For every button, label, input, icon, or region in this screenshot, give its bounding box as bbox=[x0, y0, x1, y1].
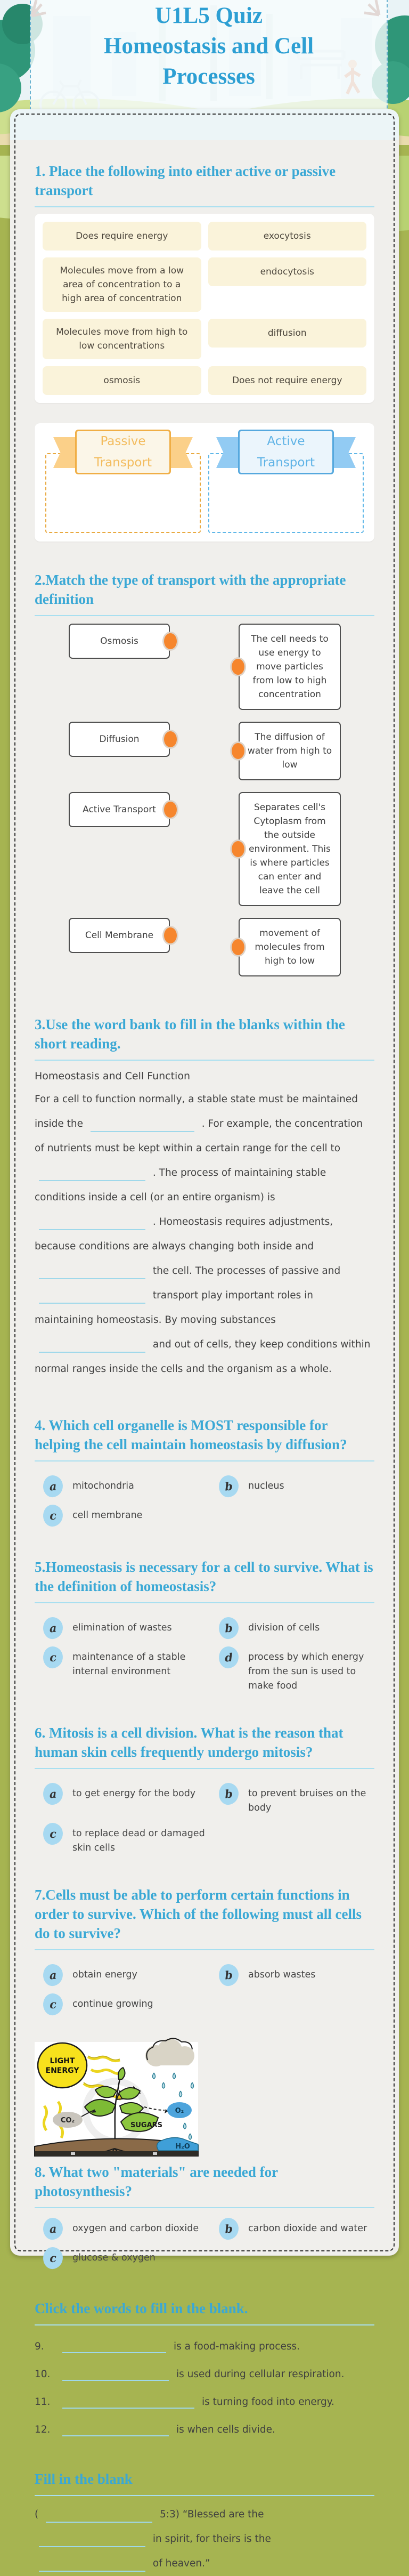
blank-field[interactable] bbox=[39, 1214, 145, 1230]
click-words-row bbox=[35, 2420, 374, 2436]
choice-option-c[interactable] bbox=[43, 2247, 219, 2269]
item-number: 11. bbox=[35, 2396, 51, 2408]
paragraph-text: and out of cells, they keep conditions within normal ranges inside the cells and the organism as a whole. bbox=[35, 1339, 371, 1375]
choice-letter-bubble[interactable]: c bbox=[43, 1822, 64, 1845]
word-bank-card[interactable]: Does require energy bbox=[43, 222, 201, 251]
q5-options bbox=[35, 1617, 374, 1693]
choice-option-c[interactable] bbox=[43, 1823, 219, 1855]
drop-zone-passive-transport[interactable] bbox=[45, 434, 201, 533]
blank-field[interactable] bbox=[39, 1263, 145, 1279]
match-term-card: Active Transport bbox=[69, 792, 170, 827]
item-text: is when cells divide. bbox=[176, 2424, 275, 2435]
choice-letter-bubble[interactable]: a bbox=[43, 1617, 64, 1640]
choice-letter-bubble[interactable]: c bbox=[43, 2247, 64, 2270]
blank-field[interactable] bbox=[91, 1116, 194, 1132]
worksheet-panel bbox=[10, 109, 399, 2569]
q8-options bbox=[35, 2218, 374, 2269]
choice-label: to get energy for the body bbox=[72, 1788, 196, 1799]
choice-letter-bubble[interactable]: c bbox=[43, 1646, 64, 1669]
click-words-row bbox=[35, 2337, 374, 2353]
connector-dot[interactable] bbox=[162, 926, 178, 945]
match-term-card: Diffusion bbox=[69, 722, 170, 757]
word-bank-card[interactable]: Molecules move from a low area of concentration to a high area of concentration bbox=[43, 257, 201, 312]
choice-option-b[interactable] bbox=[219, 1617, 374, 1639]
connector-dot[interactable] bbox=[162, 730, 178, 749]
blank-field[interactable] bbox=[39, 1288, 145, 1304]
click-words-header bbox=[35, 2299, 374, 2325]
question-2-header bbox=[35, 570, 374, 616]
match-term bbox=[69, 624, 170, 659]
photosynthesis-figure bbox=[35, 2042, 198, 2156]
blank-field[interactable] bbox=[39, 2556, 145, 2572]
choice-letter-bubble[interactable]: c bbox=[43, 1504, 64, 1527]
blank-field[interactable] bbox=[62, 2393, 194, 2409]
item-number: 10. bbox=[35, 2369, 51, 2380]
click-words-row bbox=[35, 2393, 374, 2409]
q3-fill-in-paragraph bbox=[35, 1087, 374, 1382]
question-7-title: 7.Cells must be able to perform certain functions in order to survive. Which of the following must all cells do to survive? bbox=[35, 1887, 362, 1941]
q1-drop-zones-card bbox=[35, 423, 374, 542]
paragraph-text: 5:3) “Blessed are the bbox=[160, 2509, 264, 2520]
blank-field[interactable] bbox=[39, 2531, 145, 2547]
match-term bbox=[69, 722, 170, 757]
blank-field[interactable] bbox=[62, 2420, 169, 2436]
item-text: is a food-making process. bbox=[174, 2341, 300, 2352]
title-underline bbox=[35, 2207, 374, 2208]
choice-option-c[interactable] bbox=[43, 1646, 219, 1693]
match-definition-card: movement of molecules from high to low bbox=[239, 918, 341, 976]
connector-dot[interactable] bbox=[230, 839, 246, 859]
choice-option-b[interactable] bbox=[219, 1783, 374, 1815]
match-definition bbox=[239, 918, 341, 976]
word-bank-card[interactable]: Does not require energy bbox=[208, 366, 367, 395]
item-number: 12. bbox=[35, 2424, 51, 2435]
question-1-title: 1. Place the following into either active or passive transport bbox=[35, 163, 336, 198]
choice-label: continue growing bbox=[72, 1999, 153, 2009]
click-words-row bbox=[35, 2365, 374, 2381]
question-4-title: 4. Which cell organelle is MOST responsible for helping the cell maintain homeostasis by diffusion? bbox=[35, 1417, 347, 1452]
zone-banner-label: Active Transport bbox=[238, 430, 334, 474]
choice-letter-bubble[interactable]: a bbox=[43, 1782, 64, 1805]
paragraph-text: . For example, the concentration of nutrients must be kept within a certain range for the cell to bbox=[35, 1118, 363, 1154]
question-4-header bbox=[35, 1416, 374, 1461]
choice-option-b[interactable] bbox=[219, 2218, 374, 2240]
choice-label: maintenance of a stable internal environment bbox=[72, 1652, 186, 1677]
choice-label: obtain energy bbox=[72, 1969, 137, 1980]
title-underline bbox=[35, 1768, 374, 1769]
match-term bbox=[69, 792, 170, 827]
blank-field[interactable] bbox=[62, 2365, 169, 2381]
fill-blank-title: Fill in the blank bbox=[35, 2471, 133, 2487]
q2-matching-area bbox=[35, 624, 374, 976]
choice-letter-bubble[interactable]: c bbox=[43, 1993, 64, 2016]
svg-text:SUGARS: SUGARS bbox=[130, 2121, 163, 2129]
question-5-title: 5.Homeostasis is necessary for a cell to survive. What is the definition of homeostasis? bbox=[35, 1559, 373, 1594]
title-underline bbox=[35, 206, 374, 207]
title-underline bbox=[35, 1602, 374, 1603]
item-text: is used during cellular respiration. bbox=[176, 2369, 345, 2380]
svg-text:ENERGY: ENERGY bbox=[45, 2066, 79, 2075]
title-underline bbox=[35, 1949, 374, 1950]
connector-dot[interactable] bbox=[230, 938, 246, 957]
paragraph-text: of heaven.” bbox=[152, 2558, 210, 2569]
paragraph-text: . Homeostasis requires adjustments, because conditions are always changing both inside and bbox=[35, 1216, 333, 1252]
word-bank-card[interactable]: Molecules move from high to low concentrations bbox=[43, 319, 201, 359]
match-definition-card: Separates cell's Cytoplasm from the outside environment. This is where particles can enter and leave the cell bbox=[239, 792, 341, 906]
choice-label: elimination of wastes bbox=[72, 1622, 172, 1633]
choice-option-c[interactable] bbox=[43, 1505, 219, 1527]
choice-label: oxygen and carbon dioxide bbox=[72, 2223, 199, 2234]
svg-text:H₂O: H₂O bbox=[175, 2143, 190, 2151]
question-7-header bbox=[35, 1885, 374, 1950]
match-definition bbox=[239, 792, 341, 906]
worksheet-title-card bbox=[30, 0, 388, 111]
choice-option-a[interactable] bbox=[43, 1964, 219, 1986]
word-bank-card[interactable]: diffusion bbox=[208, 319, 367, 348]
word-bank-card[interactable]: osmosis bbox=[43, 366, 201, 395]
click-words-list bbox=[35, 2337, 374, 2436]
choice-label: nucleus bbox=[248, 1481, 284, 1491]
match-row bbox=[35, 624, 374, 710]
match-term-card: Osmosis bbox=[69, 624, 170, 659]
choice-option-a[interactable] bbox=[43, 1475, 219, 1497]
match-definition-card: The diffusion of water from high to low bbox=[239, 722, 341, 780]
question-8-title: 8. What two "materials" are needed for photosynthesis? bbox=[35, 2164, 278, 2199]
page-title-line: U1L5 Quiz bbox=[155, 3, 263, 28]
paragraph-text: For a cell to function normally, a stable state must be maintained inside the bbox=[35, 1094, 358, 1129]
choice-label: to replace dead or damaged skin cells bbox=[72, 1828, 205, 1853]
choice-letter-bubble[interactable]: b bbox=[218, 1964, 240, 1986]
title-underline bbox=[35, 2495, 374, 2496]
question-6-header bbox=[35, 1723, 374, 1769]
fill-blank-header bbox=[35, 2469, 374, 2496]
choice-label: cell membrane bbox=[72, 1510, 143, 1521]
choice-letter-bubble[interactable]: b bbox=[218, 1782, 240, 1805]
choice-option-b[interactable] bbox=[219, 1475, 374, 1497]
choice-label: division of cells bbox=[248, 1622, 320, 1633]
title-underline bbox=[35, 1460, 374, 1461]
svg-text:LIGHT: LIGHT bbox=[50, 2057, 75, 2065]
item-number: 9. bbox=[35, 2341, 44, 2352]
word-bank-card[interactable]: exocytosis bbox=[208, 222, 367, 251]
choice-option-c[interactable] bbox=[43, 1993, 219, 2015]
ribbon-wing-right-icon bbox=[330, 437, 356, 468]
click-words-title: Click the words to fill in the blank. bbox=[35, 2300, 248, 2316]
paragraph-text: the cell. The processes of passive and bbox=[152, 1265, 341, 1277]
q6-options bbox=[35, 1783, 374, 1855]
question-1-header bbox=[35, 161, 374, 207]
choice-option-d[interactable] bbox=[219, 1646, 374, 1693]
q7-options bbox=[35, 1964, 374, 2015]
svg-text:O₂: O₂ bbox=[175, 2107, 184, 2115]
choice-label: absorb wastes bbox=[248, 1969, 316, 1980]
paragraph-text: transport play important roles in maintaining homeostasis. By moving substances bbox=[35, 1290, 314, 1326]
blank-field[interactable] bbox=[46, 2507, 152, 2523]
choice-option-a[interactable] bbox=[43, 1617, 219, 1639]
choice-label: to prevent bruises on the body bbox=[248, 1788, 366, 1813]
paragraph-text: ( bbox=[35, 2509, 42, 2520]
choice-letter-bubble[interactable]: a bbox=[43, 1475, 64, 1498]
choice-letter-bubble[interactable]: a bbox=[43, 2217, 64, 2240]
choice-option-b[interactable] bbox=[219, 1964, 374, 1986]
choice-letter-bubble[interactable]: b bbox=[218, 1475, 240, 1498]
choice-label: carbon dioxide and water bbox=[248, 2223, 367, 2234]
svg-text:CO₂: CO₂ bbox=[60, 2117, 75, 2125]
match-definition bbox=[239, 624, 341, 710]
zone-banner-label: Passive Transport bbox=[75, 430, 171, 474]
match-definition bbox=[239, 722, 341, 780]
match-term-card: Cell Membrane bbox=[69, 918, 170, 953]
match-row bbox=[35, 792, 374, 906]
question-8-header bbox=[35, 2162, 374, 2208]
match-row bbox=[35, 722, 374, 780]
choice-letter-bubble[interactable]: a bbox=[43, 1964, 64, 1986]
choice-letter-bubble[interactable]: b bbox=[218, 1617, 240, 1640]
connector-dot[interactable] bbox=[162, 632, 178, 651]
ribbon-wing-right-icon bbox=[167, 437, 193, 468]
title-underline bbox=[35, 1060, 374, 1061]
choice-option-a[interactable] bbox=[43, 1783, 219, 1815]
match-row bbox=[35, 918, 374, 976]
reading-heading: Homeostasis and Cell Function bbox=[35, 1070, 190, 1082]
choice-label: mitochondria bbox=[72, 1481, 134, 1491]
page-title-line: Processes bbox=[162, 64, 255, 89]
drop-zone-active-transport[interactable] bbox=[208, 434, 364, 533]
match-definition-card: The cell needs to use energy to move particles from low to high concentration bbox=[239, 624, 341, 710]
question-2-title: 2.Match the type of transport with the appropriate definition bbox=[35, 572, 346, 607]
choice-letter-bubble[interactable]: b bbox=[218, 2217, 240, 2240]
blank-field[interactable] bbox=[62, 2337, 166, 2353]
title-underline bbox=[35, 615, 374, 616]
connector-dot[interactable] bbox=[162, 800, 178, 819]
paragraph-text: in spirit, for theirs is the bbox=[152, 2533, 271, 2545]
connector-dot[interactable] bbox=[230, 741, 246, 761]
choice-option-a[interactable] bbox=[43, 2218, 219, 2240]
title-underline bbox=[35, 2324, 374, 2325]
blank-field[interactable] bbox=[39, 1165, 145, 1181]
q4-options bbox=[35, 1475, 374, 1527]
worksheet-inner bbox=[14, 114, 395, 2569]
paragraph-text: . The process of maintaining stable conditions inside a cell (or an entire organism) is bbox=[35, 1167, 326, 1203]
question-3-header bbox=[35, 1015, 374, 1061]
question-5-header bbox=[35, 1557, 374, 1603]
question-3-title: 3.Use the word bank to fill in the blanks within the short reading. bbox=[35, 1016, 345, 1052]
item-text: is turning food into energy. bbox=[202, 2396, 334, 2408]
fill-blank-sentence bbox=[35, 2502, 374, 2576]
q1-word-bank-card bbox=[35, 214, 374, 403]
choice-letter-bubble[interactable]: d bbox=[218, 1646, 240, 1669]
match-term bbox=[69, 918, 170, 953]
word-bank-card[interactable]: endocytosis bbox=[208, 257, 367, 286]
choice-label: process by which energy from the sun is used to make food bbox=[248, 1652, 364, 1691]
connector-dot[interactable] bbox=[230, 657, 246, 676]
question-6-title: 6. Mitosis is a cell division. What is the reason that human skin cells frequently undergo mitosis? bbox=[35, 1725, 343, 1760]
choice-label: glucose & oxygen bbox=[72, 2252, 156, 2263]
page-title-line: Homeostasis and Cell bbox=[103, 34, 314, 59]
blank-field[interactable] bbox=[39, 1337, 145, 1353]
